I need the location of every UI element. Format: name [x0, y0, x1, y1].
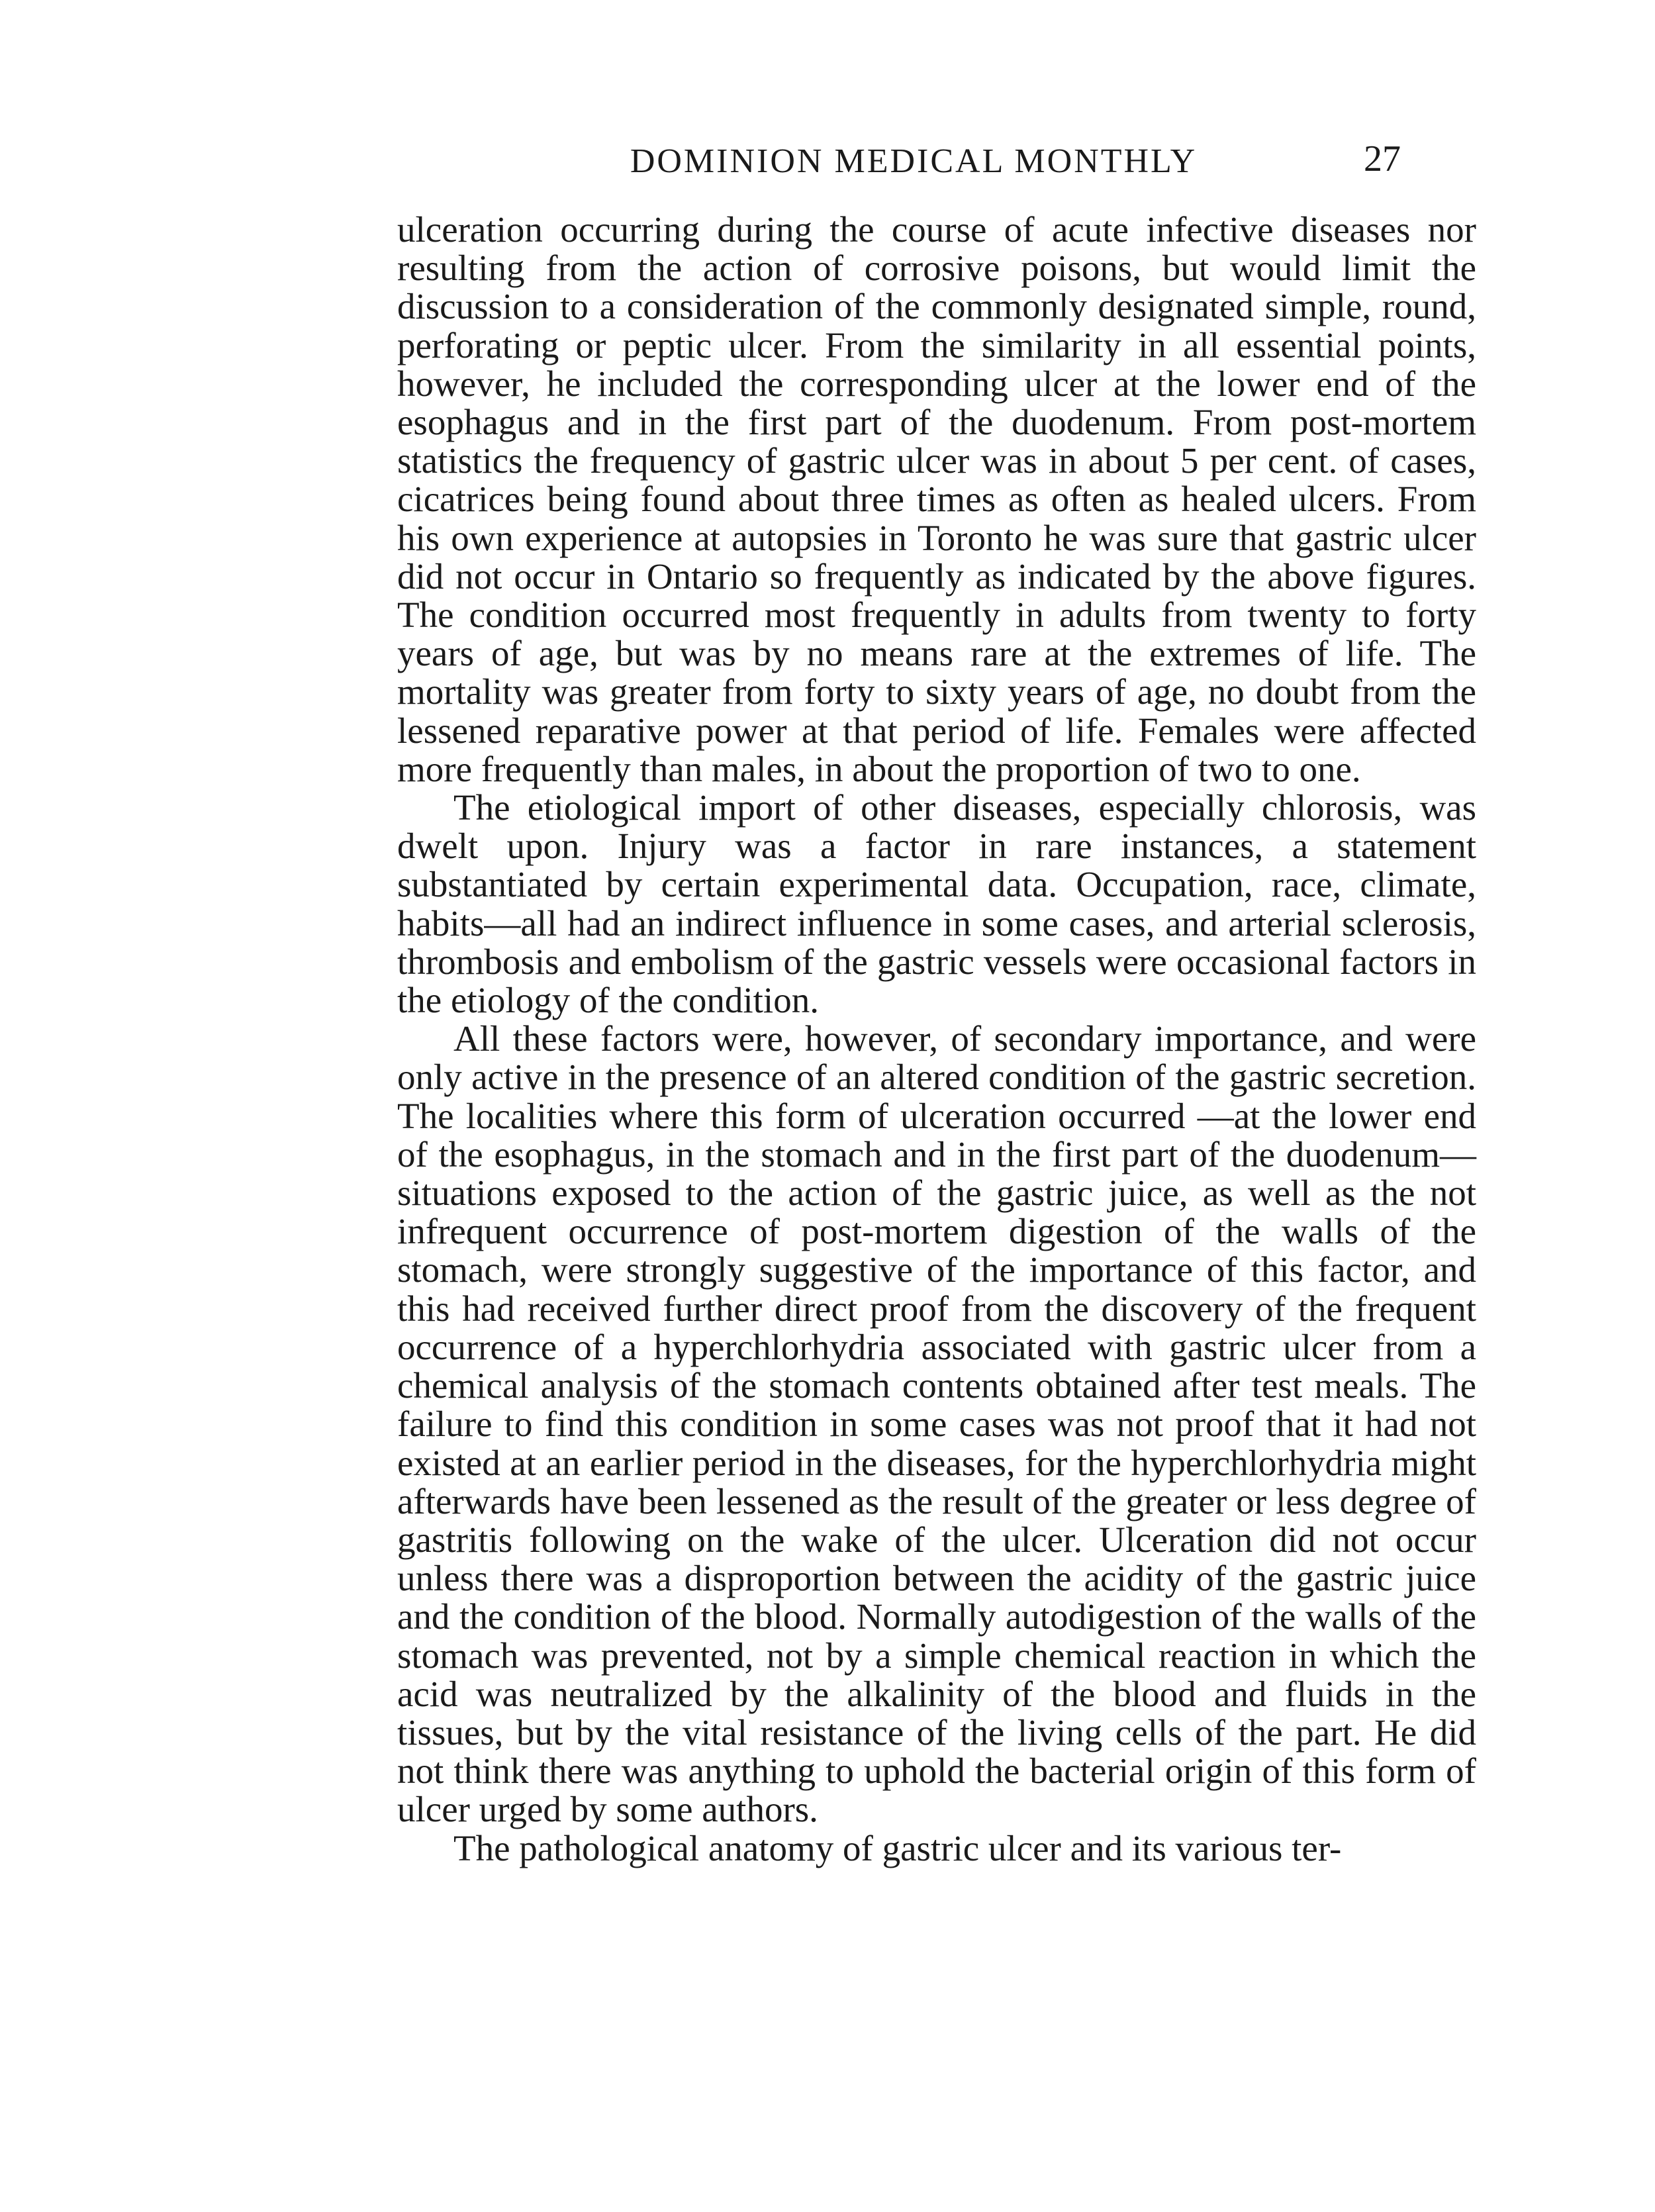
paragraph-etiology: The etiological import of other diseases, especially chlorosis, was dwelt upon. Injury was a factor in rare instances, a statement substantiated by certain experimental data. Occupation, race, climate, habits—all had an indirect influence in some cases, and arterial sclerosis, thrombosis and embolism of the gastric vessels were occasional factors in the etiology of the condition.	[397, 787, 1476, 1021]
page-number: 27	[1364, 138, 1401, 179]
paragraph-gastric-secretion: All these factors were, however, of secondary importance, and were only active in the presence of an altered condition of the gastric secretion. The localities where this form of ulceration occurred —at the lower end of the esophagus, in the stomach and in the first part of the duodenum—situations exposed to the action of the gastric juice, as well as the not infrequent occurrence of post-mortem digestion of the walls of the stomach, were strongly suggestive of the importance of this factor, and this had received further direct proof from the discovery of the frequent occurrence of a hyperchlorhydria associated with gastric ulcer from a chemical analysis of the stomach contents obtained after test meals. The failure to find this condition in some cases was not proof that it had not existed at an earlier period in the diseases, for the hyperchlorhydria might afterwards have been lessened as the result of the greater or less degree of gastritis following on the wake of the ulcer. Ulceration did not occur unless there was a disproportion between the acidity of the gastric juice and the condition of the blood. Normally autodigestion of the walls of the stomach was prevented, not by a simple chemical reaction in which the acid was neutralized by the alkalinity of the blood and fluids in the tissues, but by the vital resistance of the living cells of the part. He did not think there was anything to uphold the bacterial origin of this form of ulcer urged by some authors.	[397, 1018, 1476, 1830]
article-body	[397, 211, 1476, 1868]
paragraph-continued: ulceration occurring during the course of acute infective diseases nor resulting from the action of corrosive poisons, but would limit the discussion to a consideration of the commonly designated simple, round, perforating or peptic ulcer. From the similarity in all essential points, however, he included the corresponding ulcer at the lower end of the esophagus and in the first part of the duodenum. From post-mortem statistics the frequency of gastric ulcer was in about 5 per cent. of cases, cicatrices being found about three times as often as healed ulcers. From his own experience at autopsies in Toronto he was sure that gastric ulcer did not occur in Ontario so frequently as indicated by the above figures. The condition occurred most frequently in adults from twenty to forty years of age, but was by no means rare at the extremes of life. The mortality was greater from forty to sixty years of age, no doubt from the lessened reparative power at that period of life. Females were affected more frequently than males, in about the proportion of two to one.	[397, 209, 1476, 789]
running-head: DOMINION MEDICAL MONTHLY	[630, 142, 1198, 180]
paragraph-pathological-anatomy: The pathological anatomy of gastric ulcer and its various ter-	[453, 1827, 1342, 1868]
